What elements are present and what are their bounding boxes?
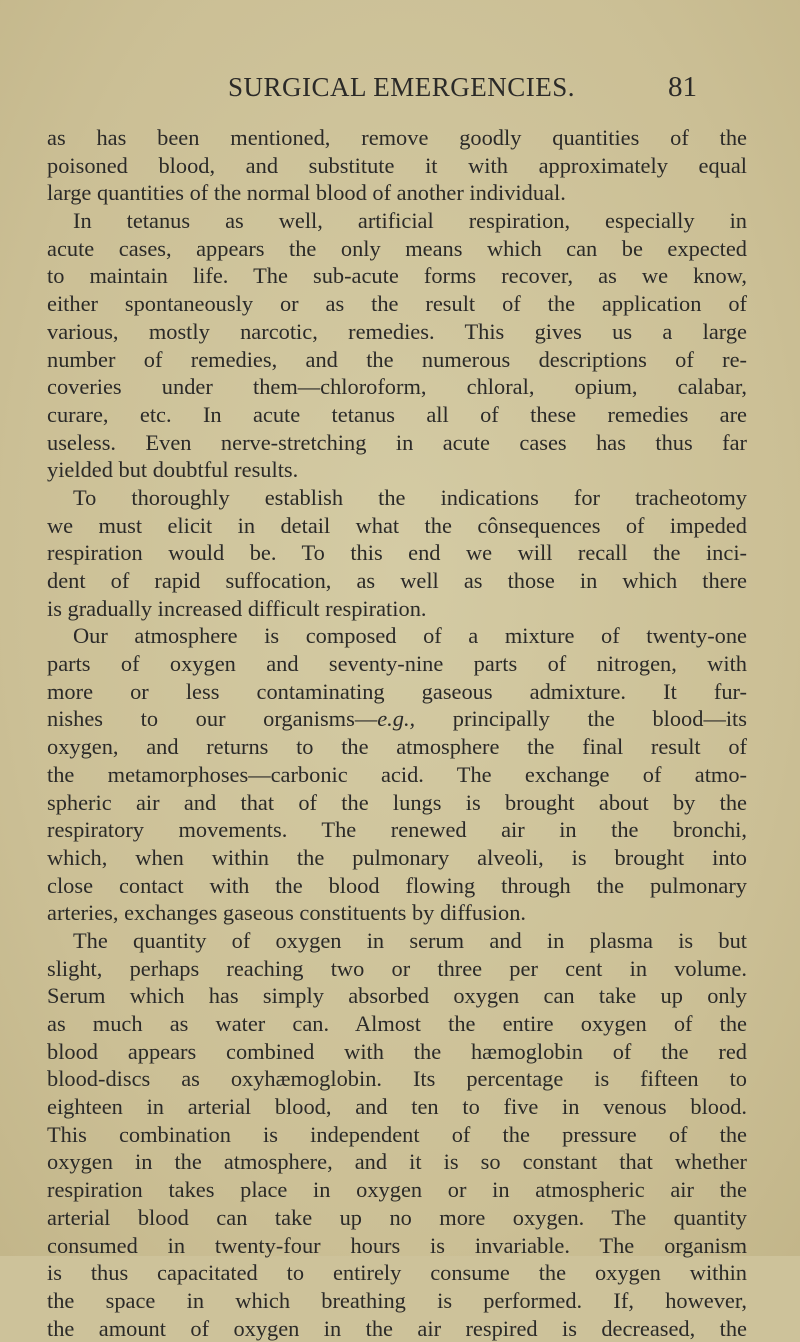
text-line: more or less contaminating gaseous admixture. It fur-: [47, 678, 747, 704]
text-line: The quantity of oxygen in serum and in plasma is but: [73, 927, 747, 953]
text-line: oxygen, and returns to the atmosphere the final result of: [47, 734, 747, 760]
text-line: is thus capacitated to entirely consume the oxygen within: [47, 1260, 747, 1286]
text-line: number of remedies, and the numerous descriptions of re-: [47, 346, 747, 372]
text-line: eighteen in arterial blood, and ten to five in venous blood.: [47, 1094, 747, 1120]
text-line: To thoroughly establish the indications for tracheotomy: [73, 484, 747, 510]
text-line: large quantities of the normal blood of another individual.: [47, 180, 566, 206]
text-line: arterial blood can take up no more oxygen. The quantity: [47, 1204, 747, 1230]
text-line: poisoned blood, and substitute it with approximately equal: [47, 152, 747, 178]
text-line: coveries under them—chloroform, chloral, opium, calabar,: [47, 374, 747, 400]
text-line: blood appears combined with the hæmoglobin of the red: [47, 1038, 747, 1064]
text-line: consumed in twenty-four hours is invariable. The organism: [47, 1232, 747, 1258]
text-line: respiration takes place in oxygen or in atmospheric air the: [47, 1177, 747, 1203]
text-line: as much as water can. Almost the entire oxygen of the: [47, 1011, 747, 1036]
text-line: useless. Even nerve-stretching in acute cases has thus far: [47, 429, 747, 455]
text-line: nishes to our organisms—e.g., principally the blood—its: [47, 706, 747, 732]
text-line: This combination is independent of the pressure of the: [47, 1121, 747, 1147]
text-line: either spontaneously or as the result of the application of: [47, 291, 747, 317]
text-line: close contact with the blood flowing through the pulmonary: [47, 872, 747, 898]
text-line: slight, perhaps reaching two or three per cent in volume.: [47, 955, 747, 981]
text-line: as has been mentioned, remove goodly quantities of the: [47, 125, 747, 150]
chapter-title: SURGICAL EMERGENCIES.: [228, 72, 576, 102]
text-line: respiratory movements. The renewed air in the bronchi,: [47, 817, 747, 843]
text-line: Our atmosphere is composed of a mixture of twenty-one: [73, 623, 747, 649]
text-line: which, when within the pulmonary alveoli, is brought into: [47, 844, 747, 870]
text-line: the metamorphoses—carbonic acid. The exchange of atmo-: [47, 761, 747, 787]
text-line: acute cases, appears the only means which can be expected: [47, 235, 747, 261]
text-line: respiration would be. To this end we will recall the inci-: [47, 540, 747, 566]
text-line: the amount of oxygen in the air respired is decreased, the: [47, 1315, 747, 1341]
text-line: we must elicit in detail what the cônsequences of impeded: [47, 512, 747, 538]
text-line: dent of rapid suffocation, as well as those in which there: [47, 568, 747, 593]
text-line: to maintain life. The sub-acute forms recover, as we know,: [47, 263, 747, 289]
text-line: various, mostly narcotic, remedies. This gives us a large: [47, 318, 747, 344]
text-line: is gradually increased difficult respiration.: [47, 595, 427, 621]
text-line: spheric air and that of the lungs is brought about by the: [47, 789, 747, 815]
page-number: 81: [668, 71, 697, 103]
text-line: In tetanus as well, artificial respiration, especially in: [73, 208, 747, 234]
text-line: arteries, exchanges gaseous constituents by diffusion.: [47, 900, 527, 926]
text-line: Serum which has simply absorbed oxygen can take up only: [47, 983, 747, 1009]
text-line: the space in which breathing is performed. If, however,: [47, 1287, 747, 1313]
running-header: [0, 72, 800, 106]
text-line: blood-discs as oxyhæmoglobin. Its percentage is fifteen to: [47, 1066, 747, 1092]
body-text: [47, 124, 747, 1342]
text-line: oxygen in the atmosphere, and it is so constant that whether: [47, 1149, 747, 1175]
text-line: curare, etc. In acute tetanus all of these remedies are: [47, 401, 747, 427]
text-line: parts of oxygen and seventy-nine parts of nitrogen, with: [47, 651, 747, 677]
text-line: yielded but doubtful results.: [47, 457, 299, 483]
